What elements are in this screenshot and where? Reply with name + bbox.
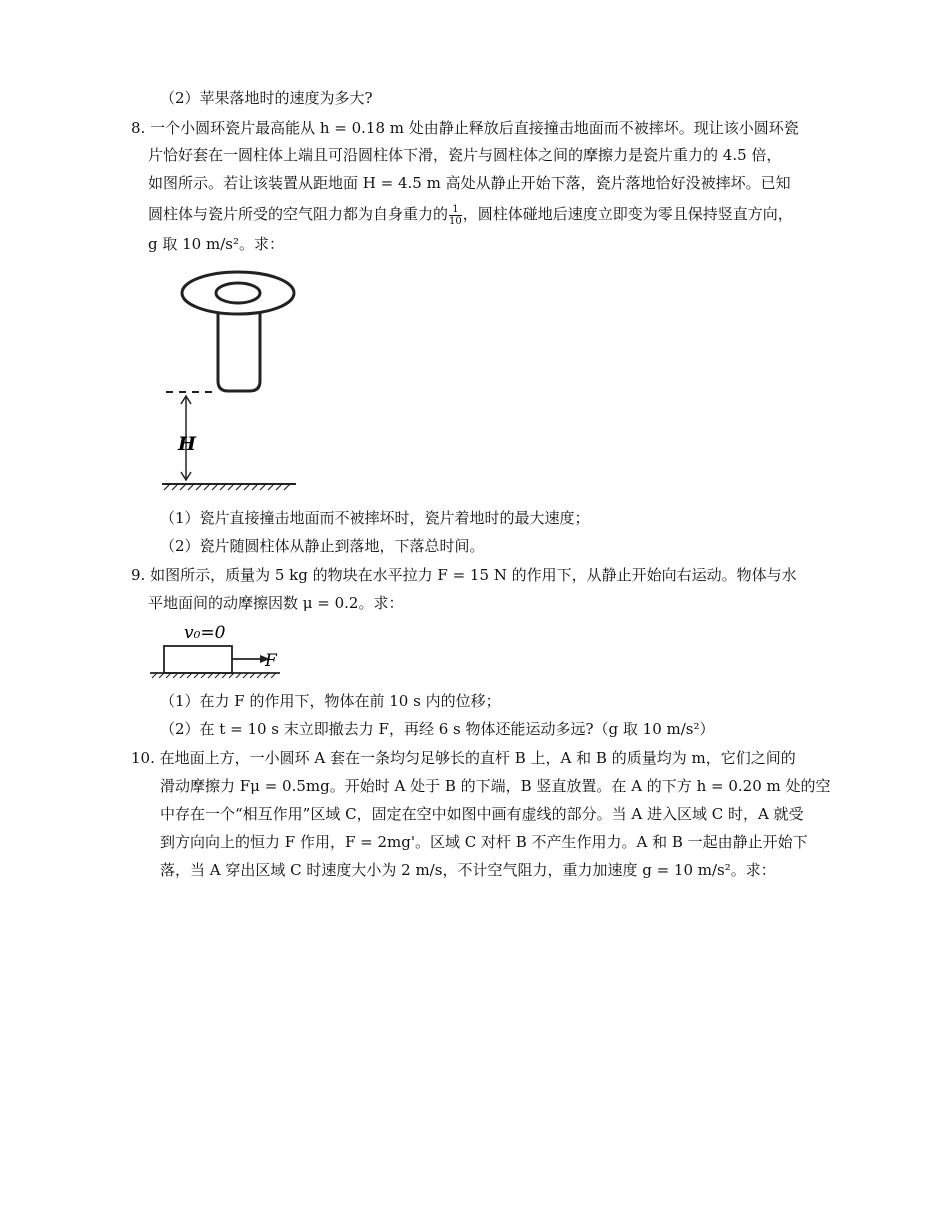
q10-line2: 滑动摩擦力 Fμ = 0.5mg。开始时 A 处于 B 的下端，B 竖直放置。在 A 的下方 h = 0.20 m 处的空 — [160, 777, 831, 795]
q8-sub2: （2）瓷片随圆柱体从静止到落地，下落总时间。 — [160, 537, 485, 555]
q10-line5: 落，当 A 穿出区域 C 时速度大小为 2 m/s，不计空气阻力，重力加速度 g = 10 m/s²。求： — [160, 861, 776, 879]
q10-line3: 中存在一个“相互作用”区域 C，固定在空中如图中画有虚线的部分。当 A 进入区域 C 时，A 就受 — [160, 805, 804, 823]
q8-line1: 8. 一个小圆环瓷片最高能从 h = 0.18 m 处由静止释放后直接撞击地面而不被摔坏。现让该小圆环瓷 — [131, 119, 799, 137]
fraction-denominator: 10 — [449, 215, 462, 227]
q8-line4-b: ，圆柱体碰地后速度立即变为零且保持竖直方向， — [462, 205, 793, 223]
q9-sub2: （2）在 t = 10 s 末立即撤去力 F，再经 6 s 物体还能运动多远?（g 取 10 m/s²） — [160, 720, 715, 738]
q8-line2: 片恰好套在一圆柱体上端且可沿圆柱体下滑，瓷片与圆柱体之间的摩擦力是瓷片重力的 4.5 倍， — [148, 146, 782, 164]
q8-line4 — [148, 202, 793, 226]
q8-line3: 如图所示。若让该装置从距地面 H = 4.5 m 高处从静止开始下落，瓷片落地恰好没被摔坏。已知 — [148, 174, 791, 192]
force-label: F — [265, 651, 277, 671]
q8-line4-a: 圆柱体与瓷片所受的空气阻力都为自身重力的 — [148, 205, 449, 223]
q9-line1: 9. 如图所示，质量为 5 kg 的物块在水平拉力 F = 15 N 的作用下，从静止开始向右运动。物体与水 — [131, 566, 797, 584]
q9-line2: 平地面间的动摩擦因数 μ = 0.2。求： — [148, 594, 404, 612]
q10-line1: 10. 在地面上方，一小圆环 A 套在一条均匀足够长的直杆 B 上，A 和 B 的质量均为 m，它们之间的 — [131, 749, 796, 767]
q8-figure-cylinder — [156, 268, 316, 508]
q9-figure-block — [148, 618, 288, 680]
q8-sub1: （1）瓷片直接撞击地面而不被摔坏时，瓷片着地时的最大速度； — [160, 509, 590, 527]
q10-line4: 到方向向上的恒力 F 作用，F = 2mg'。区域 C 对杆 B 不产生作用力。A 和 B 一起由静止开始下 — [160, 833, 808, 851]
q7-sub2: （2）苹果落地时的速度为多大? — [160, 89, 373, 107]
fraction-one-tenth — [449, 204, 462, 227]
v0-label: v₀=0 — [184, 623, 226, 643]
q9-sub1: （1）在力 F 的作用下，物体在前 10 s 内的位移； — [160, 692, 501, 710]
fraction-numerator: 1 — [449, 204, 462, 216]
q8-line5: g 取 10 m/s²。求： — [148, 235, 284, 253]
height-label: H — [178, 433, 196, 455]
